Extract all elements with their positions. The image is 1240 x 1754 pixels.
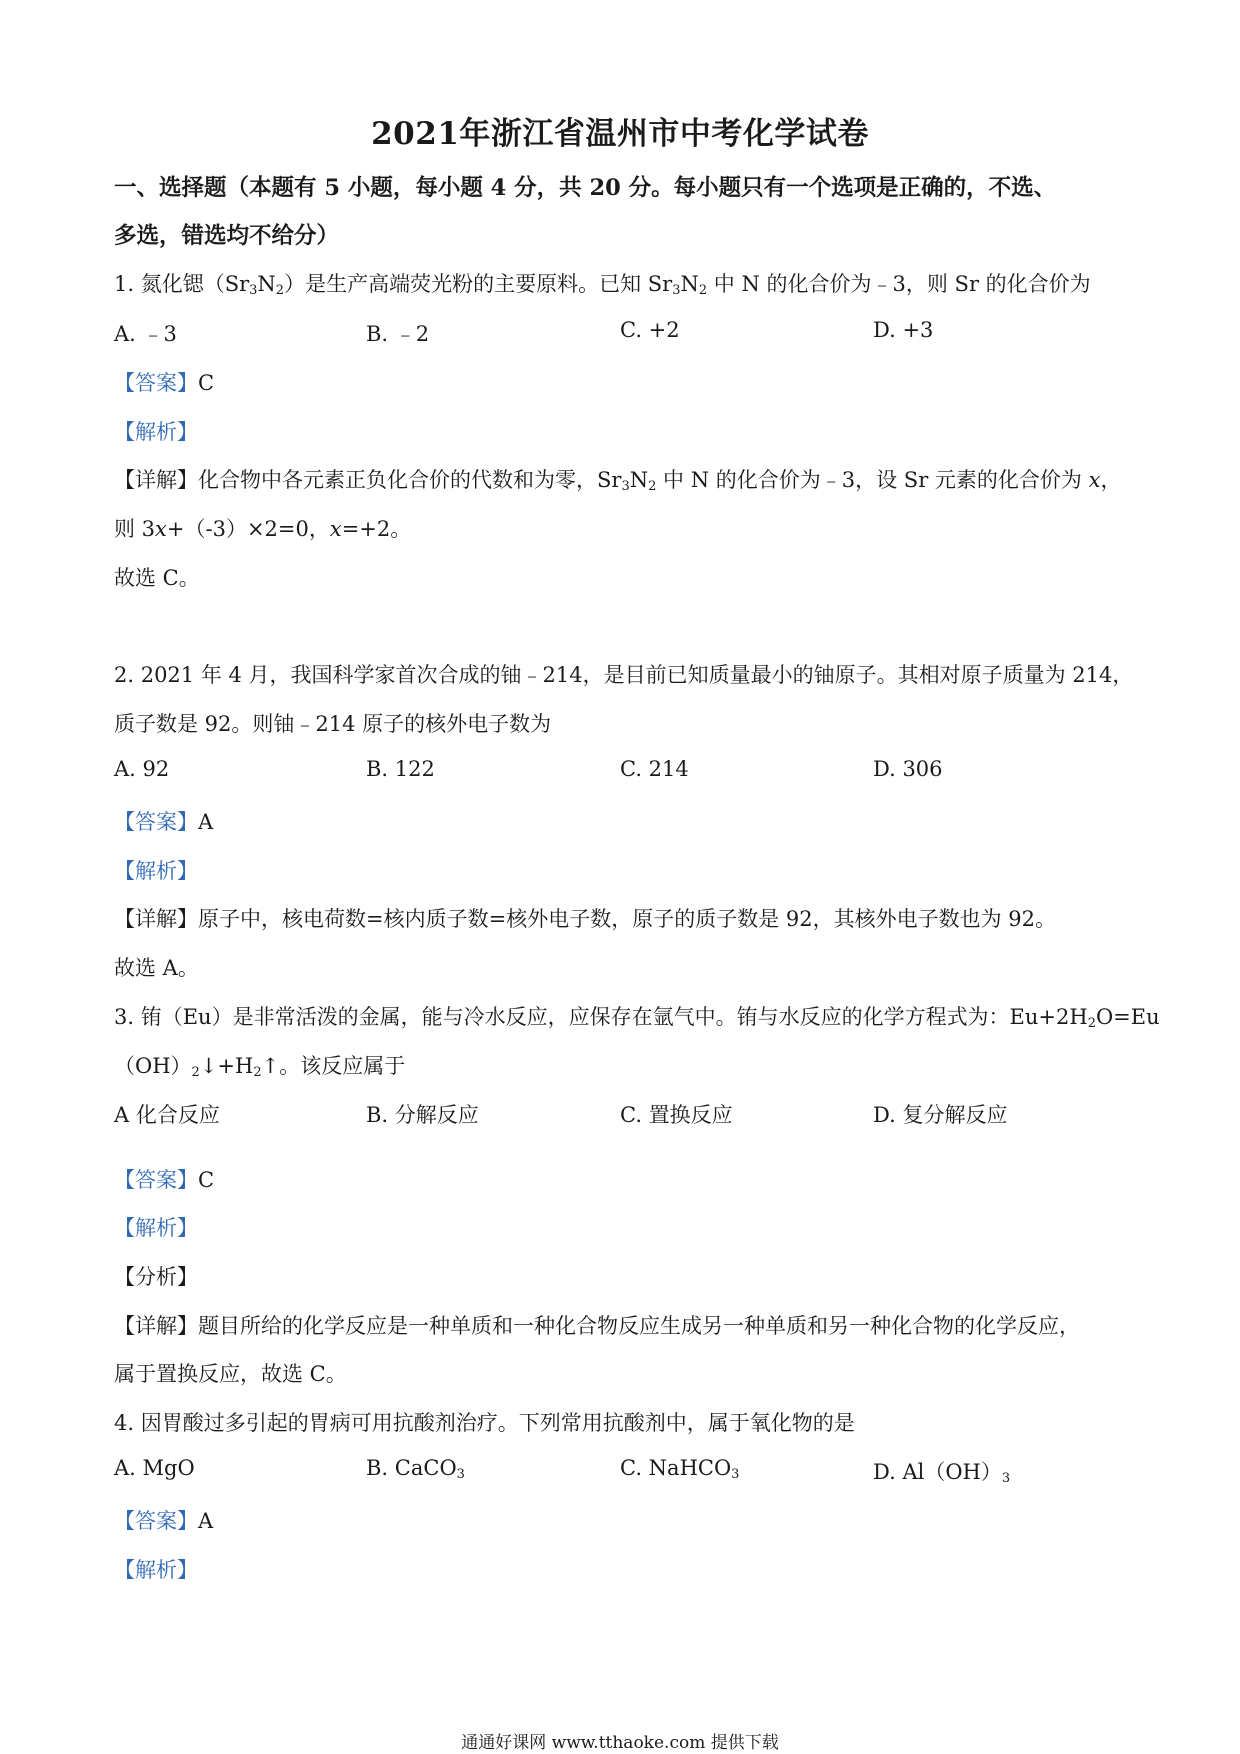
- q3-analysis-label: 【解析】: [114, 1216, 198, 1240]
- page-title: 2021年浙江省温州市中考化学试卷: [371, 116, 869, 152]
- q2-conclusion: 故选 A。: [114, 956, 199, 980]
- q4-stem: 4. 因胃酸过多引起的胃病可用抗酸剂治疗。下列常用抗酸剂中，属于氧化物的是: [114, 1411, 855, 1435]
- q1-conclusion: 故选 C。: [114, 566, 200, 590]
- q3-answer: 【答案】C: [114, 1168, 215, 1192]
- q1-stem: 1. 氮化锶$(Sr_3N_2)$是生产高端荧光粉的主要原料。已知 $Sr_3N_2$ 中 N 的化合价为﹣3，则 Sr 的化合价为: [114, 272, 1091, 298]
- q1-analysis-label: 【解析】: [114, 420, 198, 444]
- q3-stem-line-2: $(OH)_2↓+H_2↑$。该反应属于: [114, 1054, 406, 1080]
- q1-detail-line-2: 则 3x+（-3）×2=0，x=+2。: [114, 517, 412, 541]
- q3-stem-line-1: 3. 铕（Eu）是非常活泼的金属，能与冷水反应，应保存在氩气中。铕与水反应的化学方程式为：$Eu+2H_2O=Eu$: [114, 1005, 1160, 1031]
- q4-option-c: C. NaHCO$_3$: [620, 1456, 740, 1482]
- q2-detail: 【详解】原子中，核电荷数=核内质子数=核外电子数，原子的质子数是 92，其核外电子数也为 92。: [114, 907, 1056, 931]
- q4-option-d: D. $Al(OH)_3$: [873, 1460, 1011, 1486]
- q2-stem-line-2: 质子数是 92。则铀﹣214 原子的核外电子数为: [114, 712, 552, 736]
- q2-stem-line-1: 2. 2021 年 4 月，我国科学家首次合成的铀﹣214，是目前已知质量最小的铀原子。其相对原子质量为 214，: [114, 663, 1134, 687]
- q3-fenxi-label: 【分析】: [114, 1265, 198, 1289]
- q3-detail-line-2: 属于置换反应，故选 C。: [114, 1362, 347, 1386]
- q1-option-d: D. +3: [873, 318, 934, 342]
- q1-detail-line-1: 【详解】化合物中各元素正负化合价的代数和为零，$Sr_3N_2$ 中 N 的化合价为﹣3，设 Sr 元素的化合价为 x，: [114, 468, 1122, 494]
- section-heading-line-2: 多选，错选均不给分）: [114, 223, 340, 249]
- q2-option-a: A. 92: [114, 757, 170, 781]
- q1-answer: 【答案】C: [114, 371, 215, 395]
- q4-analysis-label: 【解析】: [114, 1558, 198, 1582]
- q1-option-a: A. ﹣3: [114, 322, 177, 346]
- q3-option-a: A 化合反应: [114, 1103, 220, 1127]
- q2-answer: 【答案】A: [114, 810, 214, 834]
- q1-option-b: B. ﹣2: [366, 322, 430, 346]
- footer-source: 通通好课网 www.tthaoke.com 提供下载: [461, 1733, 779, 1753]
- q4-option-a: A. MgO: [114, 1456, 195, 1480]
- q3-option-c: C. 置换反应: [620, 1103, 733, 1127]
- q3-option-d: D. 复分解反应: [873, 1103, 1008, 1127]
- q4-option-b: B. CaCO$_3$: [366, 1456, 465, 1482]
- q2-analysis-label: 【解析】: [114, 859, 198, 883]
- q3-detail-line-1: 【详解】题目所给的化学反应是一种单质和一种化合物反应生成另一种单质和另一种化合物的化学反应，: [114, 1314, 1080, 1338]
- section-heading-line-1: 一、选择题（本题有 5 小题，每小题 4 分，共 20 分。每小题只有一个选项是正确的，不选、: [114, 175, 1057, 201]
- q4-answer: 【答案】A: [114, 1509, 214, 1533]
- q2-option-c: C. 214: [620, 757, 689, 781]
- q2-option-d: D. 306: [873, 757, 943, 781]
- q1-option-c: C. +2: [620, 318, 680, 342]
- q2-option-b: B. 122: [366, 757, 435, 781]
- q3-option-b: B. 分解反应: [366, 1103, 479, 1127]
